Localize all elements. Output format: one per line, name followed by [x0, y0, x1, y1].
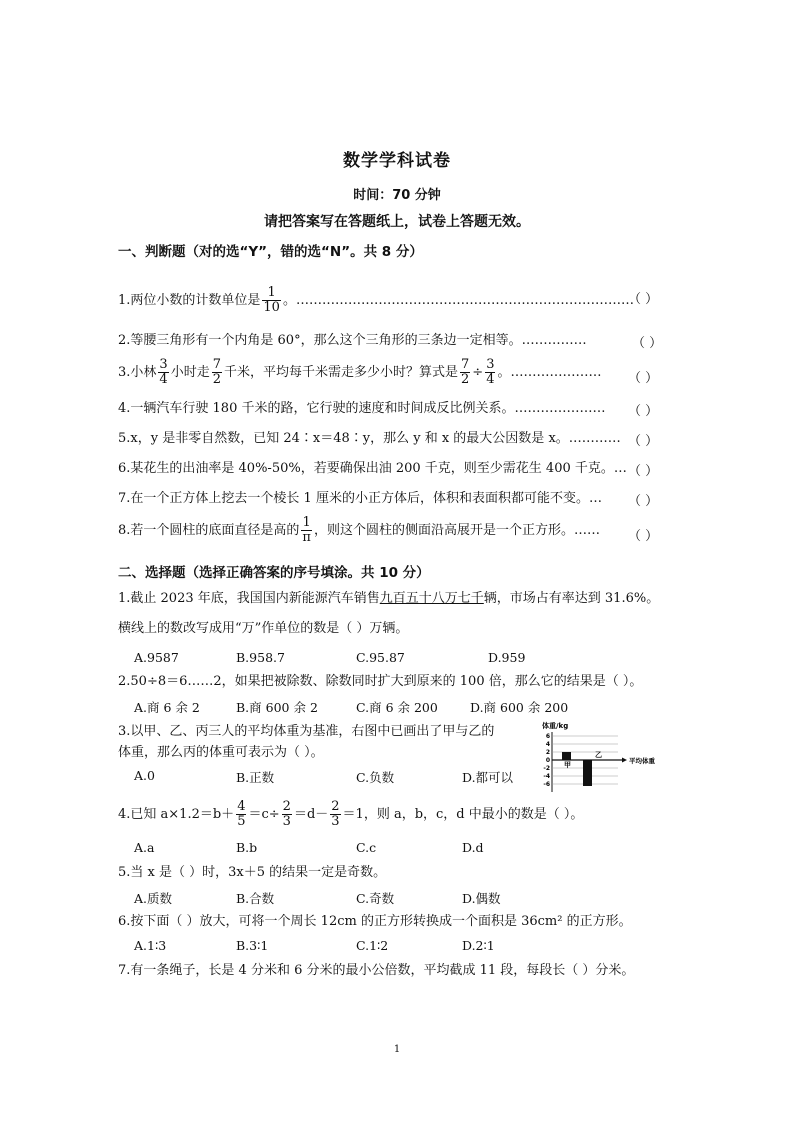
section2-heading: 二、选择题（选择正确答案的序号填涂。共 10 分） [118, 565, 430, 581]
choice-question-6: 6.按下面（ ）放大，可将一个周长 12cm 的正方形转换成一个面积是 36cm² 的正方形。 [118, 914, 632, 929]
label-yi: 乙 [595, 751, 602, 759]
answer-paren: （ ） [628, 371, 659, 386]
exam-title: 数学学科试卷 [343, 151, 451, 171]
label-jia: 甲 [564, 761, 571, 769]
option-c: C.奇数 [356, 891, 395, 906]
choice-question-7: 7.有一条绳子，长是 4 分米和 6 分米的最小公倍数，平均截成 11 段，每段长（ ）分米。 [118, 963, 635, 978]
weight-diagram [538, 718, 678, 796]
underlined-number: 九百五十八万七千 [379, 591, 484, 606]
option-c: C.负数 [356, 770, 395, 785]
tick-label: -4 [543, 773, 550, 780]
option-d: D.都可以 [462, 770, 514, 785]
answer-paren: （ ） [628, 494, 659, 509]
answer-paren: （ ） [628, 464, 659, 479]
diagram-ylabel: 体重/kg [542, 722, 569, 730]
exam-time: 时间：70 分钟 [353, 188, 441, 203]
tick-label: 0 [545, 757, 550, 764]
tick-label: 2 [545, 749, 550, 756]
option-a: A.质数 [134, 891, 173, 906]
answer-paren: （ ） [632, 336, 663, 351]
option-c: C.c [356, 840, 377, 855]
option-b: B.商 600 余 2 [236, 700, 318, 715]
exam-instruction: 请把答案写在答题纸上，试卷上答题无效。 [264, 214, 530, 230]
option-a: A.a [134, 840, 155, 855]
bar-yi [583, 760, 592, 786]
option-d: D.偶数 [462, 891, 501, 906]
tick-label: -6 [543, 781, 550, 788]
judge-question-4: 4.一辆汽车行驶 180 千米的路，它行驶的速度和时间成反比例关系。………………… [118, 401, 606, 416]
option-a: A.商 6 余 2 [134, 700, 200, 715]
choice-question-3-line2: 体重，那么丙的体重可表示为（ ）。 [118, 745, 324, 760]
option-a: A.0 [134, 768, 155, 783]
page-number: 1 [393, 1044, 401, 1055]
bar-jia [562, 752, 571, 760]
arrow-head [622, 758, 627, 763]
judge-question-3: 3.小林 $\frac{3}{4}$ 小时走 $\frac{7}{2}$ 千米，平均每千米需走多少小时？算式是 $\frac{7}{2}$ ÷ $\frac{3}{4}$ 。………………… [118, 357, 602, 387]
answer-paren: （ ） [628, 529, 659, 544]
option-a: A.1∶3 [134, 938, 167, 953]
fraction: $\frac{1}{10}$ [263, 285, 280, 315]
option-c: C.1∶2 [356, 938, 389, 953]
option-b: B.b [236, 840, 258, 855]
option-a: A.9587 [134, 650, 179, 665]
judge-question-2: 2.等腰三角形有一个内角是 60°，那么这个三角形的三条边一定相等。…………… [118, 333, 587, 348]
choice-question-4: 4.已知 a×1.2＝b＋ $\frac{4}{5}$ ＝c÷ $\frac{2}{3}$ ＝d－ $\frac{2}{3}$ ＝1，则 a，b，c，d 中最小的数是（ ）。 [118, 799, 584, 829]
judge-question-5: 5.x，y 是非零自然数，已知 24∶x＝48∶y，那么 y 和 x 的最大公因数是 x。………… [118, 431, 621, 446]
judge-question-8: 8.若一个圆柱的底面直径是高的 $\frac{1}{\pi}$ ，则这个圆柱的侧面沿高展开是一个正方形。…… [118, 515, 600, 545]
judge-question-6: 6.某花生的出油率是 40%-50%，若要确保出油 200 千克，则至少需花生 400 千克。… [118, 461, 627, 476]
answer-paren: （ ） [628, 292, 659, 307]
choice-question-1-line2: 横线上的数改写成用“万”作单位的数是（ ）万辆。 [118, 621, 409, 636]
option-b: B.正数 [236, 770, 275, 785]
section1-heading: 一、判断题（对的选“Y”，错的选“N”。共 8 分） [118, 244, 423, 260]
choice-question-2: 2.50÷8＝6……2，如果把被除数、除数同时扩大到原来的 100 倍，那么它的结果是（ ）。 [118, 674, 643, 689]
baseline-label: 平均体重 [629, 757, 655, 765]
option-d: D.d [462, 840, 484, 855]
option-d: D.商 600 余 200 [470, 700, 569, 715]
tick-label: -2 [543, 765, 550, 772]
option-c: C.商 6 余 200 [356, 700, 438, 715]
judge-question-7: 7.在一个正方体上挖去一个棱长 1 厘米的小正方体后，体积和表面积都可能不变。… [118, 491, 602, 506]
option-b: B.3∶1 [236, 938, 269, 953]
answer-paren: （ ） [628, 434, 659, 449]
option-c: C.95.87 [356, 650, 405, 665]
judge-question-1: 1.两位小数的计数单位是 $\frac{1}{10}$ 。…………………………………………………………………… [118, 285, 634, 315]
tick-label: 6 [545, 733, 550, 740]
option-d: D.959 [488, 650, 526, 665]
option-b: B.958.7 [236, 650, 285, 665]
option-d: D.2∶1 [462, 938, 495, 953]
tick-label: 4 [545, 741, 550, 748]
option-b: B.合数 [236, 891, 275, 906]
choice-question-5: 5.当 x 是（ ）时，3x＋5 的结果一定是奇数。 [118, 865, 387, 880]
choice-question-3-line1: 3.以甲、乙、丙三人的平均体重为基准，右图中已画出了甲与乙的 [118, 724, 495, 739]
choice-question-1-line1: 1.截止 2023 年底，我国国内新能源汽车销售九百五十八万七千辆，市场占有率达到 31.6%。 [118, 591, 660, 606]
answer-paren: （ ） [628, 404, 659, 419]
